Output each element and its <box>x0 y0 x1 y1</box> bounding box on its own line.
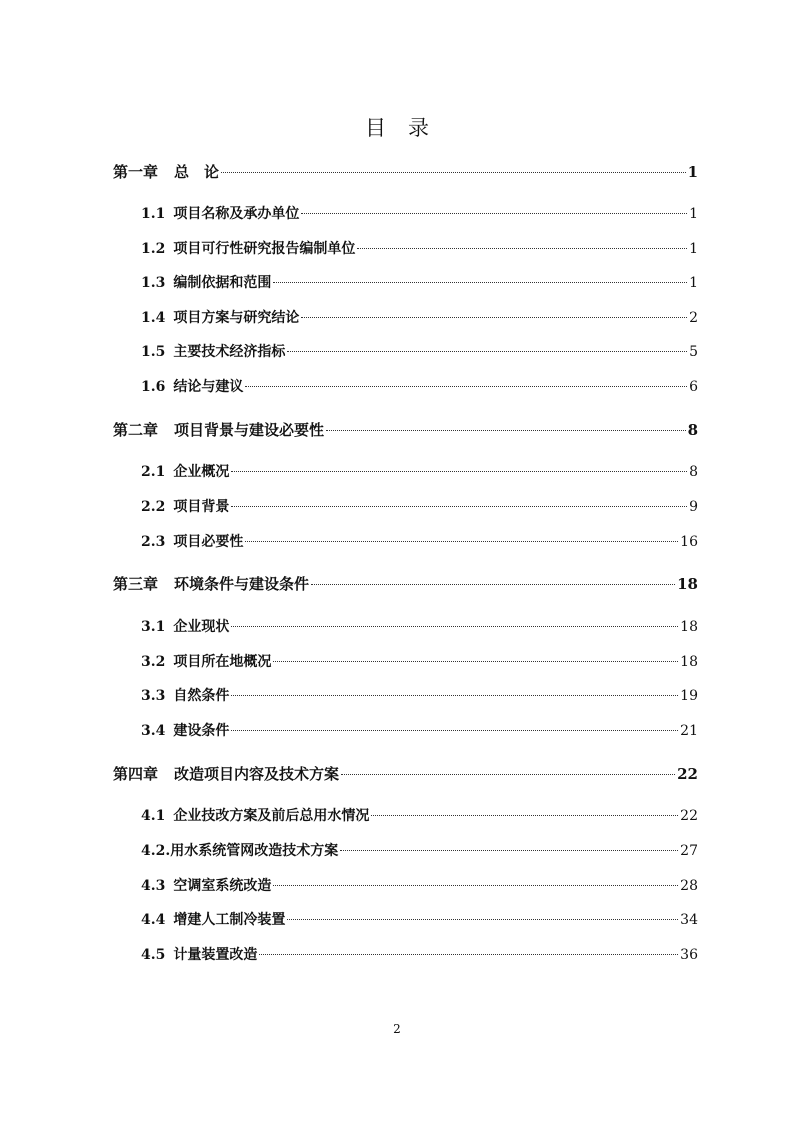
toc-leader-dots <box>259 954 678 955</box>
toc-leader-dots <box>326 430 686 431</box>
toc-entry-number: 2.3 <box>141 534 166 550</box>
toc-entry-page: 22 <box>677 765 698 783</box>
toc-entry-title: 空调室系统改造 <box>173 878 272 894</box>
toc-entry-chapter-1[interactable] <box>113 162 698 182</box>
toc-entry-title: 建设条件 <box>173 723 230 739</box>
toc-entry-4-3[interactable] <box>141 876 698 896</box>
toc-entry-page: 6 <box>689 379 698 395</box>
toc-entry-title: 项目方案与研究结论 <box>173 310 300 326</box>
toc-entry-page: 2 <box>689 310 698 326</box>
toc-entry-title: 改造项目内容及技术方案 <box>174 765 340 783</box>
toc-leader-dots <box>311 584 675 585</box>
toc-entry-number: 1.6 <box>141 379 166 395</box>
toc-entry-number: 4.3 <box>141 878 166 894</box>
toc-leader-dots <box>273 282 687 283</box>
toc-entry-number: 1.2 <box>141 241 166 257</box>
toc-entry-page: 36 <box>680 947 698 963</box>
toc-entry-number: 第三章 <box>113 575 159 593</box>
toc-entry-title: 用水系统管网改造技术方案 <box>170 843 339 859</box>
toc-leader-dots <box>231 506 687 507</box>
toc-entry-page: 28 <box>680 878 698 894</box>
toc-entry-title: 项目名称及承办单位 <box>173 206 300 222</box>
toc-entry-page: 27 <box>680 843 698 859</box>
toc-entry-3-2[interactable] <box>141 652 698 672</box>
toc-entry-4-4[interactable] <box>141 910 698 930</box>
toc-entry-page: 21 <box>680 723 698 739</box>
toc-entry-title: 编制依据和范围 <box>173 275 272 291</box>
toc-entry-number: 4.5 <box>141 947 166 963</box>
toc-entry-number: 1.1 <box>141 206 166 222</box>
toc-entry-page: 16 <box>680 534 698 550</box>
page-title: 目录 <box>365 116 451 140</box>
toc-leader-dots <box>231 471 687 472</box>
toc-leader-dots <box>273 885 678 886</box>
toc-entry-title: 企业概况 <box>173 464 230 480</box>
toc-leader-dots <box>231 695 678 696</box>
toc-entry-number: 3.3 <box>141 688 166 704</box>
toc-entry-3-1[interactable] <box>141 617 698 637</box>
toc-entry-number: 1.3 <box>141 275 166 291</box>
toc-entry-chapter-2[interactable] <box>113 420 698 440</box>
page-number: 2 <box>393 1022 401 1036</box>
toc-entry-number: 2.1 <box>141 464 166 480</box>
toc-entry-4-5[interactable] <box>141 945 698 965</box>
toc-entry-number: 4.1 <box>141 808 166 824</box>
toc-entry-number: 1.4 <box>141 310 166 326</box>
toc-entry-title: 企业现状 <box>173 619 230 635</box>
toc-entry-page: 18 <box>680 654 698 670</box>
toc-entry-page: 1 <box>687 163 698 181</box>
toc-entry-title: 企业技改方案及前后总用水情况 <box>173 808 370 824</box>
toc-leader-dots <box>301 213 687 214</box>
toc-entry-number: 3.1 <box>141 619 166 635</box>
toc-entry-title: 主要技术经济指标 <box>173 344 286 360</box>
toc-entry-1-6[interactable] <box>141 377 698 397</box>
toc-entry-page: 1 <box>689 275 698 291</box>
toc-entry-1-5[interactable] <box>141 342 698 362</box>
toc-entry-number: 3.2 <box>141 654 166 670</box>
toc-entry-2-2[interactable] <box>141 497 698 517</box>
toc-entry-title: 项目所在地概况 <box>173 654 272 670</box>
toc-entry-title: 总 论 <box>174 163 220 181</box>
toc-entry-3-3[interactable] <box>141 686 698 706</box>
toc-leader-dots <box>245 386 687 387</box>
toc-entry-page: 1 <box>689 241 698 257</box>
toc-entry-number: 4.2. <box>141 843 171 859</box>
toc-entry-page: 34 <box>680 912 698 928</box>
toc-entry-title: 增建人工制冷装置 <box>173 912 286 928</box>
toc-entry-title: 环境条件与建设条件 <box>174 575 310 593</box>
toc-leader-dots <box>371 815 678 816</box>
toc-leader-dots <box>273 661 678 662</box>
toc-leader-dots <box>231 730 678 731</box>
toc-leader-dots <box>340 850 678 851</box>
toc-entry-number: 3.4 <box>141 723 166 739</box>
toc-entry-1-3[interactable] <box>141 273 698 293</box>
toc-entry-page: 18 <box>680 619 698 635</box>
toc-leader-dots <box>231 626 678 627</box>
toc-entry-title: 项目必要性 <box>173 534 244 550</box>
toc-entry-4-1[interactable] <box>141 806 698 826</box>
toc-entry-page: 5 <box>689 344 698 360</box>
toc-entry-4-2[interactable] <box>141 841 698 861</box>
toc-entry-number: 第一章 <box>113 163 159 181</box>
toc-entry-number: 第二章 <box>113 421 159 439</box>
toc-entry-page: 1 <box>689 206 698 222</box>
toc-entry-number: 1.5 <box>141 344 166 360</box>
toc-leader-dots <box>221 172 686 173</box>
toc-entry-page: 19 <box>680 688 698 704</box>
toc-entry-1-4[interactable] <box>141 308 698 328</box>
toc-entry-title: 结论与建议 <box>173 379 244 395</box>
toc-entry-1-1[interactable] <box>141 204 698 224</box>
toc-entry-3-4[interactable] <box>141 721 698 741</box>
toc-entry-page: 8 <box>689 464 698 480</box>
toc-entry-title: 计量装置改造 <box>173 947 258 963</box>
toc-entry-number: 4.4 <box>141 912 166 928</box>
toc-leader-dots <box>287 919 678 920</box>
toc-entry-chapter-3[interactable] <box>113 574 698 594</box>
toc-entry-page: 18 <box>677 575 698 593</box>
toc-entry-2-3[interactable] <box>141 532 698 552</box>
toc-entry-chapter-4[interactable] <box>113 764 698 784</box>
toc-entry-title: 项目可行性研究报告编制单位 <box>173 241 356 257</box>
toc-leader-dots <box>357 248 687 249</box>
toc-entry-title: 项目背景 <box>173 499 230 515</box>
toc-entry-number: 第四章 <box>113 765 159 783</box>
toc-entry-title: 自然条件 <box>173 688 230 704</box>
toc-entry-number: 2.2 <box>141 499 166 515</box>
toc-entry-page: 22 <box>680 808 698 824</box>
toc-entry-page: 8 <box>687 421 698 439</box>
toc-leader-dots <box>287 351 687 352</box>
toc-entry-page: 9 <box>689 499 698 515</box>
toc-leader-dots <box>341 774 675 775</box>
toc-leader-dots <box>245 541 678 542</box>
toc-entry-1-2[interactable] <box>141 239 698 259</box>
toc-entry-2-1[interactable] <box>141 462 698 482</box>
toc-entry-title: 项目背景与建设必要性 <box>174 421 325 439</box>
toc-leader-dots <box>301 317 687 318</box>
